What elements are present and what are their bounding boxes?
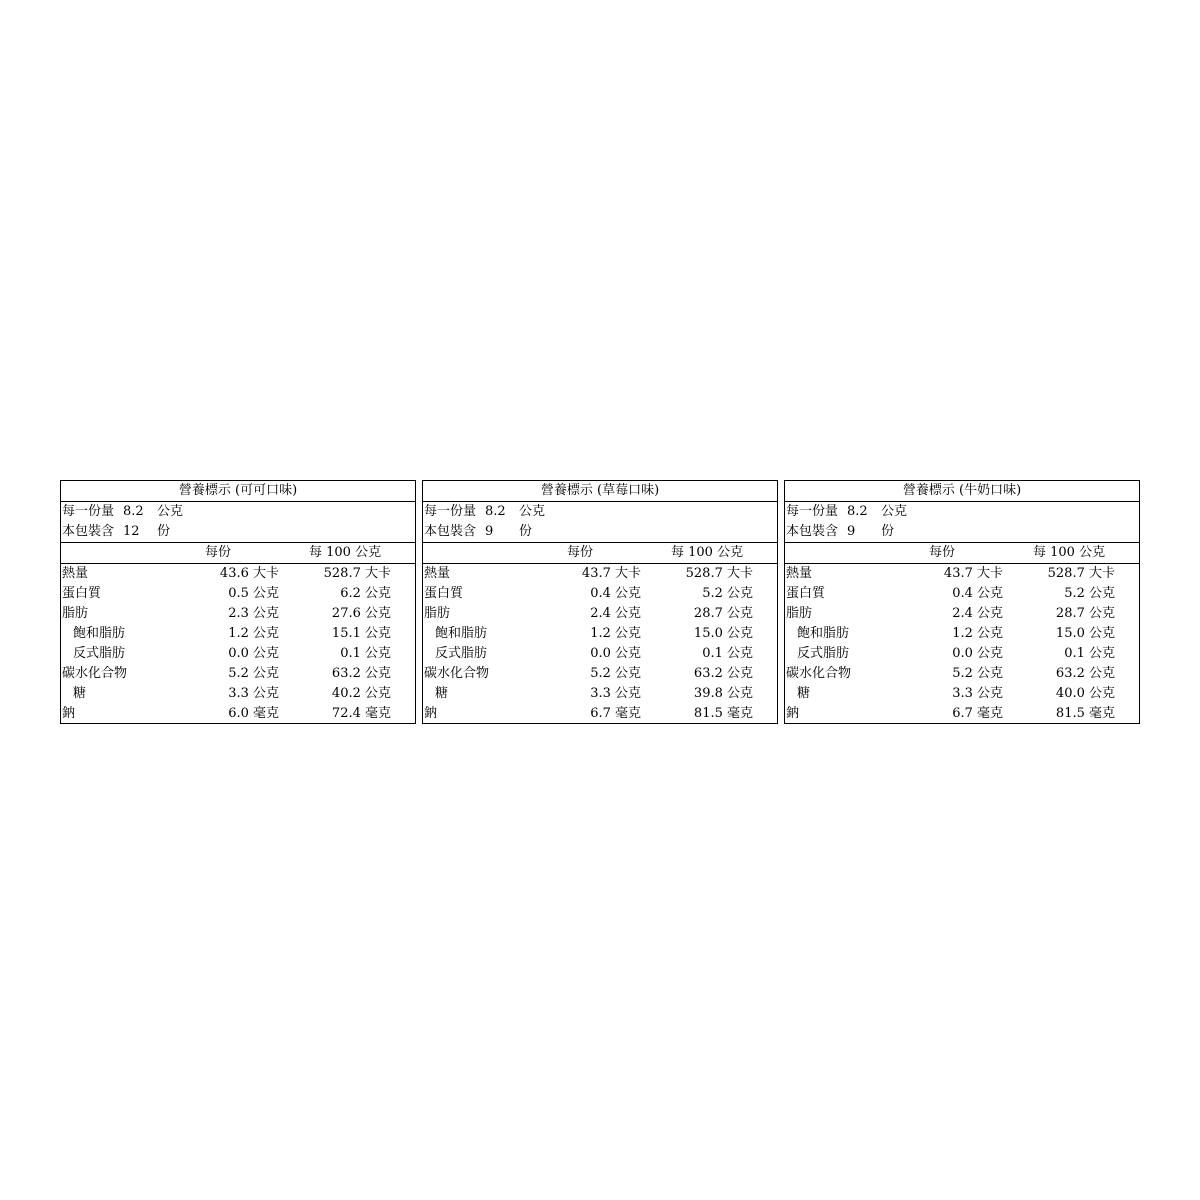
servings-per-package-line — [61, 522, 415, 543]
nutrient-per-serving: 2.4 公克 — [952, 606, 1003, 621]
servings-value: 12 — [123, 524, 140, 539]
nutrient-name: 鈉 — [786, 706, 800, 721]
nutrient-per-serving: 5.2 公克 — [228, 666, 279, 681]
nutrient-row-sodium — [785, 704, 1139, 724]
servings-unit: 份 — [519, 524, 533, 539]
header-per-100g: 每 100 公克 — [309, 545, 382, 560]
serving-size-value: 8.2 — [485, 504, 506, 519]
nutrient-name: 飽和脂肪 — [797, 626, 850, 641]
nutrient-name: 糖 — [73, 686, 87, 701]
nutrient-per-serving: 5.2 公克 — [590, 666, 641, 681]
column-header — [423, 543, 777, 564]
nutrient-row-energy — [61, 564, 415, 584]
nutrient-per-100g: 63.2 公克 — [693, 666, 753, 681]
nutrient-row-protein — [785, 584, 1139, 604]
nutrient-per-100g: 528.7 大卡 — [685, 566, 753, 581]
nutrient-name: 碳水化合物 — [786, 666, 852, 681]
nutrient-per-serving: 3.3 公克 — [952, 686, 1003, 701]
serving-size-value: 8.2 — [847, 504, 868, 519]
nutrient-per-100g: 28.7 公克 — [693, 606, 753, 621]
servings-per-package-line — [423, 522, 777, 543]
nutrition-label-milk — [784, 480, 1140, 724]
serving-size-line — [61, 502, 415, 522]
nutrient-per-serving: 6.7 毫克 — [590, 706, 641, 721]
nutrient-row-saturated-fat — [61, 624, 415, 644]
nutrient-row-sugar — [61, 684, 415, 704]
nutrient-row-protein — [61, 584, 415, 604]
serving-size-unit: 公克 — [519, 504, 546, 519]
nutrient-row-sugar — [785, 684, 1139, 704]
nutrient-name: 蛋白質 — [786, 586, 826, 601]
column-header — [785, 543, 1139, 564]
nutrient-per-serving: 1.2 公克 — [228, 626, 279, 641]
nutrient-row-fat — [785, 604, 1139, 624]
nutrient-row-trans-fat — [785, 644, 1139, 664]
nutrient-row-protein — [423, 584, 777, 604]
nutrient-per-serving: 6.7 毫克 — [952, 706, 1003, 721]
nutrient-row-carbohydrate — [61, 664, 415, 684]
serving-size-line — [423, 502, 777, 522]
nutrient-per-serving: 2.3 公克 — [228, 606, 279, 621]
nutrient-name: 蛋白質 — [62, 586, 102, 601]
nutrient-per-100g: 15.1 公克 — [331, 626, 391, 641]
nutrient-per-100g: 40.0 公克 — [1055, 686, 1115, 701]
nutrient-per-100g: 72.4 毫克 — [331, 706, 391, 721]
header-per-serving: 每份 — [205, 545, 232, 560]
serving-size-label: 每一份量 — [786, 504, 839, 519]
label-title: 營養標示 (牛奶口味) — [785, 481, 1139, 502]
nutrient-name: 碳水化合物 — [424, 666, 490, 681]
servings-label: 本包裝含 — [62, 524, 115, 539]
servings-value: 9 — [847, 524, 856, 539]
nutrient-per-100g: 28.7 公克 — [1055, 606, 1115, 621]
nutrient-row-trans-fat — [423, 644, 777, 664]
nutrient-name: 脂肪 — [786, 606, 813, 621]
nutrition-label-cocoa — [60, 480, 416, 724]
nutrient-per-100g: 0.1 公克 — [702, 646, 753, 661]
nutrient-per-100g: 39.8 公克 — [693, 686, 753, 701]
nutrient-per-100g: 0.1 公克 — [340, 646, 391, 661]
nutrient-per-serving: 0.0 公克 — [952, 646, 1003, 661]
nutrient-row-saturated-fat — [423, 624, 777, 644]
serving-size-unit: 公克 — [157, 504, 184, 519]
header-per-serving: 每份 — [929, 545, 956, 560]
nutrient-per-serving: 0.0 公克 — [228, 646, 279, 661]
nutrient-per-100g: 81.5 毫克 — [693, 706, 753, 721]
servings-label: 本包裝含 — [786, 524, 839, 539]
nutrient-name: 反式脂肪 — [73, 646, 126, 661]
nutrient-name: 脂肪 — [424, 606, 451, 621]
nutrient-row-sodium — [423, 704, 777, 724]
nutrient-name: 糖 — [435, 686, 449, 701]
nutrient-name: 熱量 — [424, 566, 451, 581]
nutrient-name: 熱量 — [786, 566, 813, 581]
nutrient-per-100g: 63.2 公克 — [331, 666, 391, 681]
serving-size-value: 8.2 — [123, 504, 144, 519]
servings-label: 本包裝含 — [424, 524, 477, 539]
nutrient-per-serving: 1.2 公克 — [590, 626, 641, 641]
label-title: 營養標示 (草莓口味) — [423, 481, 777, 502]
nutrient-per-serving: 0.4 公克 — [590, 586, 641, 601]
nutrient-per-100g: 528.7 大卡 — [323, 566, 391, 581]
nutrient-row-energy — [423, 564, 777, 584]
nutrition-labels-row — [60, 480, 1141, 724]
serving-size-label: 每一份量 — [424, 504, 477, 519]
column-header — [61, 543, 415, 564]
label-title: 營養標示 (可可口味) — [61, 481, 415, 502]
nutrient-per-serving: 43.7 大卡 — [943, 566, 1003, 581]
nutrition-label-strawberry — [422, 480, 778, 724]
servings-unit: 份 — [881, 524, 895, 539]
nutrient-row-saturated-fat — [785, 624, 1139, 644]
serving-size-line — [785, 502, 1139, 522]
nutrient-row-energy — [785, 564, 1139, 584]
nutrient-per-serving: 5.2 公克 — [952, 666, 1003, 681]
nutrient-name: 鈉 — [424, 706, 438, 721]
nutrient-per-100g: 63.2 公克 — [1055, 666, 1115, 681]
nutrient-per-serving: 0.0 公克 — [590, 646, 641, 661]
servings-per-package-line — [785, 522, 1139, 543]
header-per-100g: 每 100 公克 — [671, 545, 744, 560]
nutrient-per-serving: 1.2 公克 — [952, 626, 1003, 641]
nutrient-row-fat — [423, 604, 777, 624]
nutrient-name: 鈉 — [62, 706, 76, 721]
header-per-serving: 每份 — [567, 545, 594, 560]
nutrient-name: 糖 — [797, 686, 811, 701]
serving-size-unit: 公克 — [881, 504, 908, 519]
nutrient-row-sodium — [61, 704, 415, 724]
servings-unit: 份 — [157, 524, 171, 539]
nutrient-per-100g: 15.0 公克 — [693, 626, 753, 641]
nutrient-name: 飽和脂肪 — [73, 626, 126, 641]
nutrient-name: 反式脂肪 — [435, 646, 488, 661]
nutrient-per-serving: 0.5 公克 — [228, 586, 279, 601]
nutrient-per-100g: 15.0 公克 — [1055, 626, 1115, 641]
servings-value: 9 — [485, 524, 494, 539]
nutrient-per-100g: 6.2 公克 — [340, 586, 391, 601]
nutrient-name: 飽和脂肪 — [435, 626, 488, 641]
nutrient-name: 反式脂肪 — [797, 646, 850, 661]
serving-size-label: 每一份量 — [62, 504, 115, 519]
nutrient-per-100g: 528.7 大卡 — [1047, 566, 1115, 581]
header-per-100g: 每 100 公克 — [1033, 545, 1106, 560]
nutrient-row-fat — [61, 604, 415, 624]
nutrient-row-trans-fat — [61, 644, 415, 664]
nutrient-per-serving: 6.0 毫克 — [228, 706, 279, 721]
nutrient-name: 脂肪 — [62, 606, 89, 621]
nutrient-per-serving: 2.4 公克 — [590, 606, 641, 621]
nutrient-per-serving: 3.3 公克 — [228, 686, 279, 701]
nutrient-per-100g: 5.2 公克 — [702, 586, 753, 601]
nutrient-per-serving: 43.7 大卡 — [581, 566, 641, 581]
nutrient-per-100g: 27.6 公克 — [331, 606, 391, 621]
nutrient-per-100g: 40.2 公克 — [331, 686, 391, 701]
nutrient-name: 熱量 — [62, 566, 89, 581]
nutrient-per-100g: 0.1 公克 — [1064, 646, 1115, 661]
nutrient-row-carbohydrate — [785, 664, 1139, 684]
nutrient-per-serving: 43.6 大卡 — [219, 566, 279, 581]
nutrient-per-serving: 0.4 公克 — [952, 586, 1003, 601]
nutrient-name: 蛋白質 — [424, 586, 464, 601]
nutrient-row-carbohydrate — [423, 664, 777, 684]
nutrient-per-100g: 5.2 公克 — [1064, 586, 1115, 601]
nutrient-row-sugar — [423, 684, 777, 704]
nutrient-per-100g: 81.5 毫克 — [1055, 706, 1115, 721]
nutrient-per-serving: 3.3 公克 — [590, 686, 641, 701]
nutrient-name: 碳水化合物 — [62, 666, 128, 681]
